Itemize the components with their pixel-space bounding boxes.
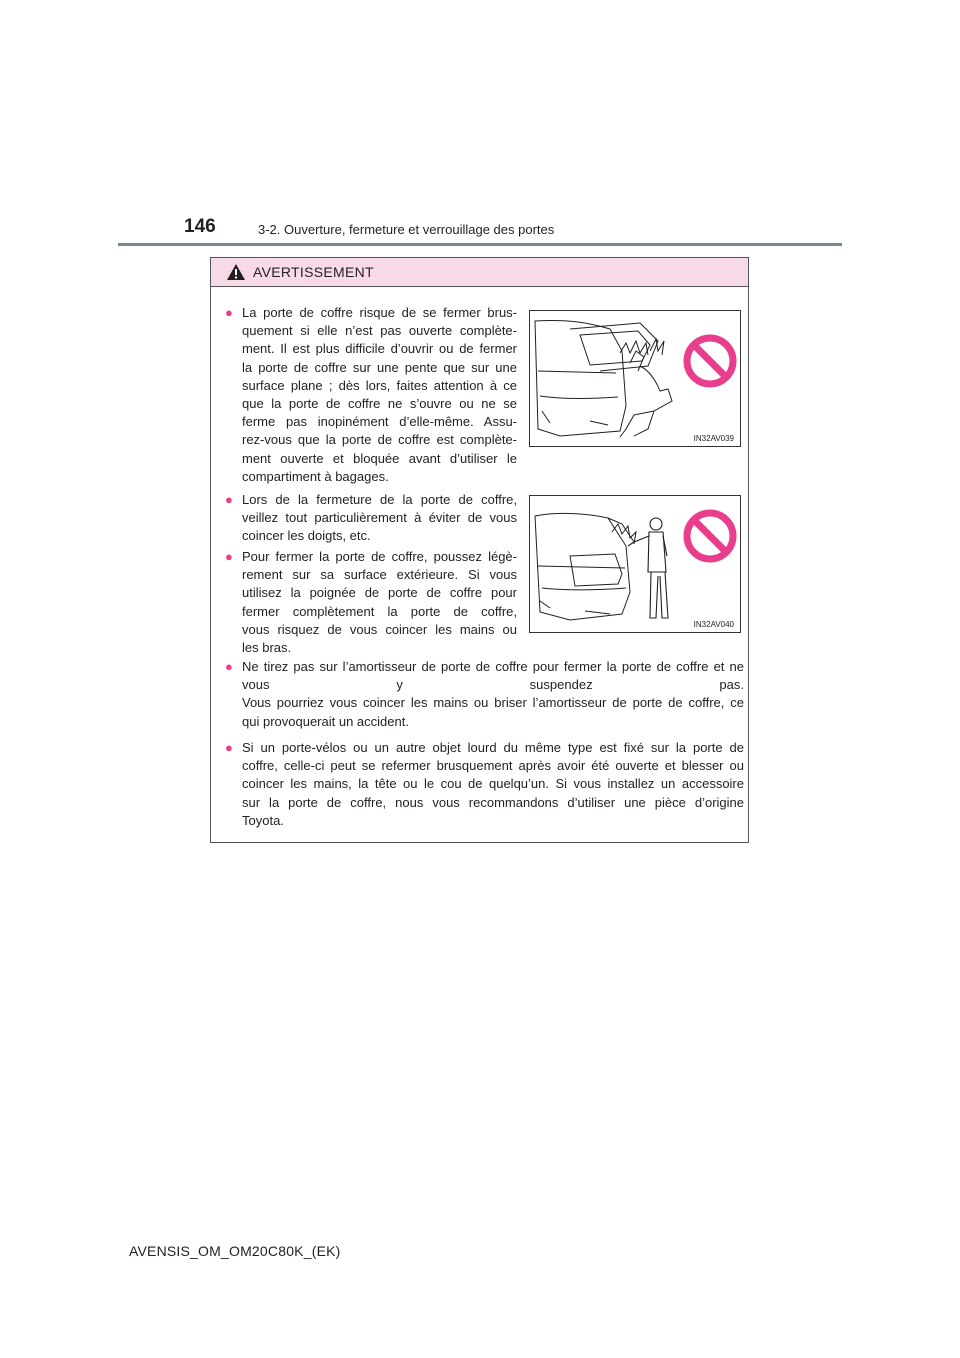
person-closing-tailgate-illustration — [530, 496, 740, 632]
text-line: veillez tout particulièrement à éviter de vous — [242, 510, 517, 526]
text-line: ment ouverte et bloquée avant d’utiliser le — [242, 450, 517, 466]
figure-code: IN32AV040 — [693, 620, 734, 629]
text-line: compartiment à bagages. — [242, 468, 389, 484]
text-line: coffre, celle-ci peut se refermer brusquement après avoir été ouverte et blesser ou — [242, 758, 744, 774]
text-line: vous risquez de vous coincer les mains ou — [242, 621, 517, 637]
text-line: La porte de coffre risque de se fermer brus- — [242, 305, 517, 320]
text-line: quement si elle n’est pas ouverte complète- — [242, 323, 517, 339]
figure-code: IN32AV039 — [693, 434, 734, 443]
warning-box — [210, 257, 749, 843]
text-line: fermer complètement la porte de coffre, — [242, 603, 517, 619]
warning-triangle-icon — [226, 263, 246, 281]
text-line: Si un porte-vélos ou un autre objet lourd du même type est fixé sur la porte de — [242, 740, 744, 755]
text-line: rement sur sa surface extérieure. Si vous — [242, 567, 517, 583]
bullet-icon: ● — [225, 305, 233, 320]
car-tailgate-illustration — [530, 311, 740, 446]
text-line: qui provoquerait un accident. — [242, 713, 409, 729]
text-line: la porte de coffre sur une pente que sur une — [242, 359, 517, 375]
section-title: 3-2. Ouverture, fermeture et verrouillage des portes — [258, 222, 555, 237]
text-line: coincer les doigts, etc. — [242, 528, 371, 544]
warning-item-2 — [242, 491, 517, 546]
text-line: Lors de la fermeture de la porte de coffre, — [242, 492, 517, 507]
text-line: Ne tirez pas sur l’amortisseur de porte de coffre pour fermer la porte de coffre et ne — [242, 659, 744, 674]
bullet-icon: ● — [225, 549, 233, 564]
text-line: Vous pourriez vous coincer les mains ou briser l’amortisseur de porte de coffre, ce — [242, 695, 744, 711]
page-number: 146 — [184, 216, 216, 237]
text-line: ferme pas inopinément d’elle-même. Assu- — [242, 414, 517, 430]
warning-item-5 — [242, 739, 744, 830]
warning-item-1 — [242, 304, 517, 486]
footer-doc-id: AVENSIS_OM_OM20C80K_(EK) — [129, 1243, 341, 1259]
warning-header — [211, 258, 748, 287]
warning-item-4 — [242, 658, 744, 731]
figure-closing-tailgate — [529, 495, 741, 633]
text-line: sur la porte de coffre, nous vous recommandons d’utiliser une pièce d’origine — [242, 794, 744, 810]
text-line: rez-vous que la porte de coffre est complète- — [242, 432, 517, 448]
text-line: les bras. — [242, 640, 292, 656]
text-line: vous y suspendez pas. — [242, 677, 744, 693]
text-line: ment. Il est plus difficile d’ouvrir ou de fermer — [242, 341, 517, 357]
bullet-icon: ● — [225, 492, 233, 507]
warning-title: AVERTISSEMENT — [253, 264, 374, 280]
text-line: Pour fermer la porte de coffre, poussez légè- — [242, 549, 517, 564]
bullet-icon: ● — [225, 740, 233, 755]
header-rule — [118, 243, 842, 246]
figure-tailgate-closing — [529, 310, 741, 447]
text-line: utilisez la poignée de porte de coffre pour — [242, 585, 517, 601]
warning-item-3 — [242, 548, 517, 657]
text-line: coincer les mains, la tête ou le cou de quelqu’un. Si vous installez un accessoire — [242, 776, 744, 792]
text-line: Toyota. — [242, 812, 284, 828]
text-line: que la porte de coffre ne s’ouvre ou ne se — [242, 396, 517, 412]
text-line: surface plane ; dès lors, faites attention à ce — [242, 377, 517, 393]
bullet-icon: ● — [225, 659, 233, 674]
